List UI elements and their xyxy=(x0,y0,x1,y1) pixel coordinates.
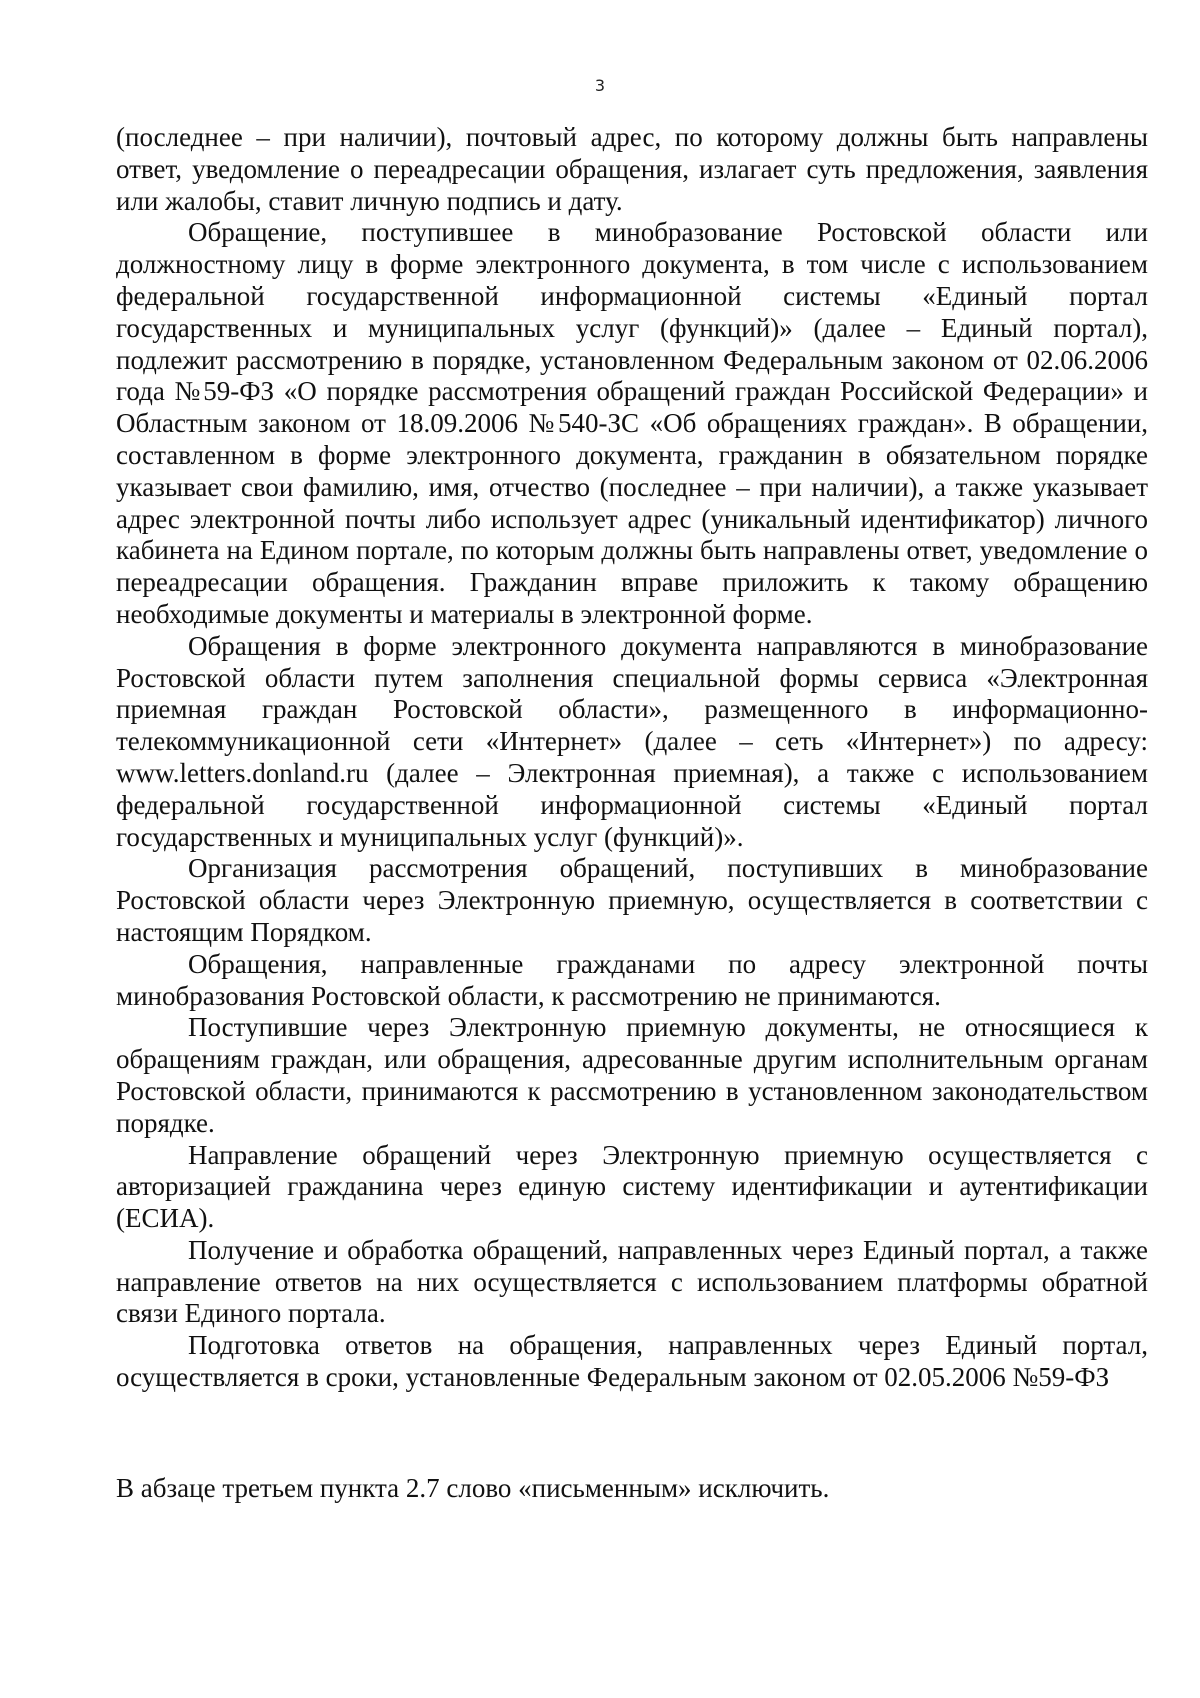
paragraph-electronic-appeal: Обращение, поступившее в минобразование Ростовской области или должностному лицу в форме электронного документа, в том числе с использованием федеральной государственной информационной системы «Единый портал государственных и муниципальных услуг (функций)» (далее – Единый портал), подлежит рассмотрению в порядке, установленном Федеральным законом от 02.06.2006 года №59-ФЗ «О порядке рассмотрения обращений граждан Российской Федерации» и Областным законом от 18.09.2006 №540-ЗС «Об обращениях граждан». В обращении, составленном в форме электронного документа, гражданин в обязательном порядке указывает свои фамилию, имя, отчество (последнее – при наличии), а также указывает адрес электронной почты либо использует адрес (уникальный идентификатор) личного кабинета на Едином портале, по которым должны быть направлены ответ, уведомление о переадресации обращения. Гражданин вправе приложить к такому обращению необходимые документы и материалы в электронной форме. xyxy=(116,217,1148,629)
paragraph-other-documents: Поступившие через Электронную приемную документы, не относящиеся к обращениям граждан, или обращения, адресованные другим исполнительным органам Ростовской области, принимаются к рассмотрению в установленном законодательством порядке. xyxy=(116,1012,1148,1138)
document-body xyxy=(116,122,1148,1394)
paragraph-email-not-accepted: Обращения, направленные гражданами по адресу электронной почты минобразования Ростовской области, к рассмотрению не принимаются. xyxy=(116,948,1148,1011)
page-number: 3 xyxy=(594,76,606,95)
paragraph-esia-authorization: Направление обращений через Электронную приемную осуществляется с авторизацией гражданина через единую систему идентификации и аутентификации (ЕСИА). xyxy=(116,1139,1148,1234)
paragraph-feedback-platform: Получение и обработка обращений, направленных через Единый портал, а также направление ответов на них осуществляется с использованием платформы обратной связи Единого портала. xyxy=(116,1234,1148,1329)
closing-amendment: В абзаце третьем пункта 2.7 слово «письменным» исключить. xyxy=(116,1473,830,1503)
paragraph-continuation: (последнее – при наличии), почтовый адрес, по которому должны быть направлены ответ, уведомление о переадресации обращения, излагает суть предложения, заявления или жалобы, ставит личную подпись и дату. xyxy=(116,122,1148,216)
paragraph-organization: Организация рассмотрения обращений, поступивших в минобразование Ростовской области через Электронную приемную, осуществляется в соответствии с настоящим Порядком. xyxy=(116,853,1148,947)
paragraph-response-deadlines: Подготовка ответов на обращения, направленных через Единый портал, осуществляется в сроки, установленные Федеральным законом от 02.05.2006 №59-ФЗ xyxy=(116,1330,1148,1393)
paragraph-electronic-reception: Обращения в форме электронного документа направляются в минобразование Ростовской области путем заполнения специальной формы сервиса «Электронная приемная граждан Ростовской области», размещенного в информационно-телекоммуникационной сети «Интернет» (далее – сеть «Интернет») по адресу: www.letters.donland.ru (далее – Электронная приемная), а также с использованием федеральной государственной информационной системы «Единый портал государственных и муниципальных услуг (функций)». xyxy=(116,630,1148,852)
